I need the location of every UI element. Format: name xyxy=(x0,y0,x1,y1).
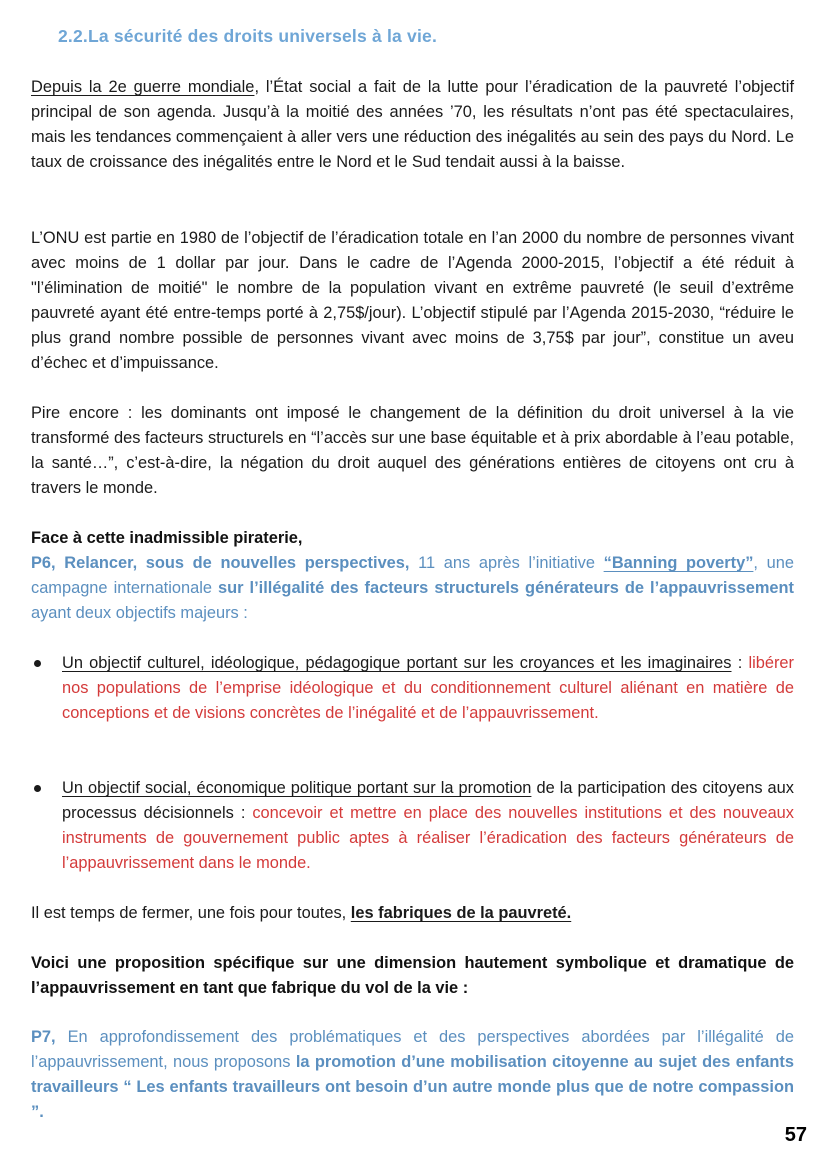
p7-text-1: En approfondissement des problématiques et des perspectives abordées par l’illégalité de l’appauvrissement, nous proposons xyxy=(31,1028,794,1071)
bullet-plain: de la participation des citoyens aux processus décisionnels : xyxy=(62,779,794,822)
p6-text-3: ayant deux objectifs majeurs : xyxy=(31,604,248,622)
p6-bold-2: sur l’illégalité des facteurs structurels générateurs de l’appauvrissement xyxy=(218,579,794,597)
proposal-intro xyxy=(31,951,794,1001)
bullet-plain: : xyxy=(731,654,749,672)
p6-text-2: , une campagne internationale xyxy=(31,554,794,597)
paragraph-3 xyxy=(31,401,794,501)
underlined-lead: Depuis la 2e guerre mondiale xyxy=(31,78,255,96)
bullet-underlined: Un objectif culturel, idéologique, pédagogique portant sur les croyances et les imaginaires xyxy=(62,654,732,672)
list-item xyxy=(31,776,794,876)
objectives-list-2 xyxy=(31,776,794,876)
bullet-underlined: Un objectif social, économique politique portant sur la promotion xyxy=(62,779,532,797)
p7-block xyxy=(31,1025,794,1125)
p6-lead: P6, Relancer, sous de nouvelles perspectives, xyxy=(31,554,410,572)
p6-text-1: 11 ans après l’initiative xyxy=(409,554,604,572)
bullet-red: libérer nos populations de l’emprise idéologique et du conditionnement culturel aliénant en matière de conceptions et de visions concrètes de l’inégalité et de l’appauvrissement. xyxy=(62,654,794,722)
closing-bold: les fabriques de la pauvreté. xyxy=(350,904,572,922)
paragraph-2 xyxy=(31,226,794,376)
bullet-icon xyxy=(34,660,41,667)
closing-text: Il est temps de fermer, une fois pour toutes, xyxy=(31,904,351,922)
objectives-list-1 xyxy=(31,651,794,726)
p6-block xyxy=(31,526,794,626)
banning-poverty-link[interactable]: “Banning poverty” xyxy=(603,554,754,572)
bullet-icon xyxy=(34,785,41,792)
closing-paragraph xyxy=(31,901,794,926)
paragraph-2-text: L’ONU est partie en 1980 de l’objectif de l’éradication totale en l’an 2000 du nombre de personnes vivant avec moins de 1 dollar par jour. Dans le cadre de l’Agenda 2000-2015, l’objectif a été réduit à "l’élimination de moitié" le nombre de la population vivant en extrême pauvreté (le seuil d’extrême pauvreté ayant été entre-temps porté à 2,75$/jour). L’objectif stipulé par l’Agenda 2015-2030, “réduire le plus grand nombre possible de personnes vivant avec moins de 3,75$ par jour”, constitue un aveu d’échec et d’impuissance. xyxy=(31,229,794,372)
paragraph-1-text: , l’État social a fait de la lutte pour l’éradication de la pauvreté l’objectif principal de son agenda. Jusqu’à la moitié des années ’70, les résultats n’ont pas été spectaculaires, mais les tendances commençaient à aller vers une réduction des inégalités au sein des pays du Nord. Le taux de croissance des inégalités entre le Nord et le Sud tendait aussi à la baisse. xyxy=(31,78,795,171)
proposal-intro-text: Voici une proposition spécifique sur une dimension hautement symbolique et dramatique de l’appauvrissement en tant que fabrique du vol de la vie : xyxy=(31,954,794,997)
p7-bold: la promotion d’une mobilisation citoyenne au sujet des enfants travailleurs “ Les enfants travailleurs ont besoin d’un autre monde plus que de notre compassion ”. xyxy=(31,1053,794,1121)
paragraph-3-text: Pire encore : les dominants ont imposé le changement de la définition du droit universel à la vie transformé des facteurs structurels en “l’accès sur une base équitable et à prix abordable à l’eau potable, la santé…”, c’est-à-dire, la négation du droit auquel des générations entières de citoyens ont cru à travers le monde. xyxy=(31,404,794,497)
list-item xyxy=(31,651,794,726)
p7-lead: P7, xyxy=(31,1028,56,1046)
page-number: 57 xyxy=(784,1124,807,1146)
p6-heading: Face à cette inadmissible piraterie, xyxy=(31,529,303,547)
paragraph-1 xyxy=(31,75,794,175)
bullet-red: concevoir et mettre en place des nouvelles institutions et des nouveaux instruments de gouvernement public aptes à réaliser l’éradication des facteurs générateurs de l’appauvrissement dans le monde. xyxy=(62,804,794,872)
section-title: 2.2.La sécurité des droits universels à la vie. xyxy=(58,26,438,46)
